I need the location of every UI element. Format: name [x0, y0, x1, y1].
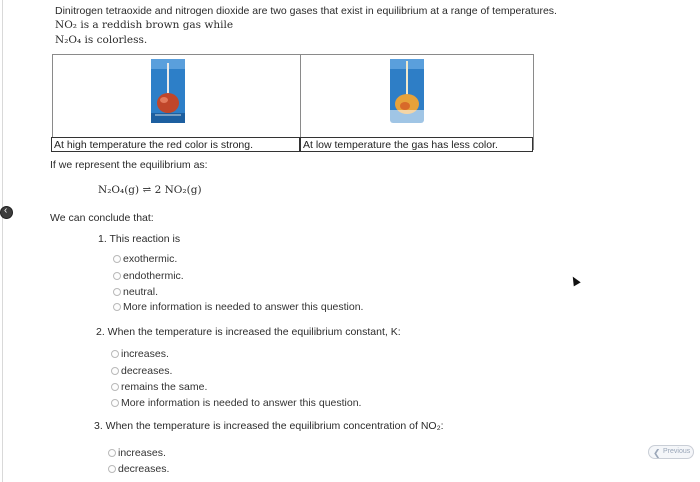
radio-q3-increases[interactable]	[108, 449, 116, 457]
intro-line-2: NO₂ is a reddish brown gas while	[55, 19, 234, 31]
collapse-sidebar-button[interactable]	[0, 206, 13, 219]
intro-line-3: N₂O₄ is colorless.	[55, 34, 148, 46]
option-label: decreases.	[118, 463, 170, 475]
radio-q1-exothermic[interactable]	[113, 255, 121, 263]
conclude-label: We can conclude that:	[50, 212, 154, 224]
cold-flask-image-cell	[301, 55, 533, 137]
radio-q3-decreases[interactable]	[108, 465, 116, 473]
equilibrium-intro: If we represent the equilibrium as:	[50, 159, 208, 171]
question-3-label: 3. When the temperature is increased the equilibrium concentration of NO₂:	[94, 420, 444, 432]
left-border	[2, 0, 3, 482]
option-label: decreases.	[121, 365, 173, 377]
cold-flask-image	[301, 55, 531, 135]
mouse-pointer-icon	[569, 275, 580, 287]
option-label: endothermic.	[123, 270, 184, 282]
hot-flask-image-cell	[53, 55, 301, 137]
option-label: More information is needed to answer this question.	[123, 301, 364, 313]
caption-high-temperature: At high temperature the red color is strong.	[51, 137, 300, 152]
option-label: neutral.	[123, 286, 159, 298]
option-label: increases.	[118, 447, 166, 459]
option-label: exothermic.	[123, 253, 178, 265]
chevron-left-icon: ❮	[653, 448, 661, 458]
radio-q1-more-info[interactable]	[113, 303, 121, 311]
previous-label: Previous	[663, 448, 691, 455]
hot-flask-image	[53, 55, 299, 135]
question-2-label: 2. When the temperature is increased the equilibrium constant, K:	[96, 326, 401, 338]
caption-low-temperature: At low temperature the gas has less color.	[300, 137, 533, 152]
radio-q2-increases[interactable]	[111, 350, 119, 358]
radio-q2-remains-same[interactable]	[111, 383, 119, 391]
radio-q2-decreases[interactable]	[111, 367, 119, 375]
radio-q2-more-info[interactable]	[111, 399, 119, 407]
question-1-label: 1. This reaction is	[98, 233, 181, 245]
equilibrium-equation: N₂O₄(g) ⇌ 2 NO₂(g)	[98, 184, 202, 196]
radio-q1-neutral[interactable]	[113, 288, 121, 296]
option-label: More information is needed to answer this question.	[121, 397, 362, 409]
intro-line-1: Dinitrogen tetraoxide and nitrogen dioxide are two gases that exist in equilibrium at a range of temperatures.	[55, 5, 557, 17]
previous-button[interactable]	[648, 445, 694, 459]
radio-q1-endothermic[interactable]	[113, 272, 121, 280]
option-label: remains the same.	[121, 381, 208, 393]
image-table	[52, 54, 534, 150]
option-label: increases.	[121, 348, 169, 360]
chevron-left-icon: ‹	[4, 205, 8, 216]
